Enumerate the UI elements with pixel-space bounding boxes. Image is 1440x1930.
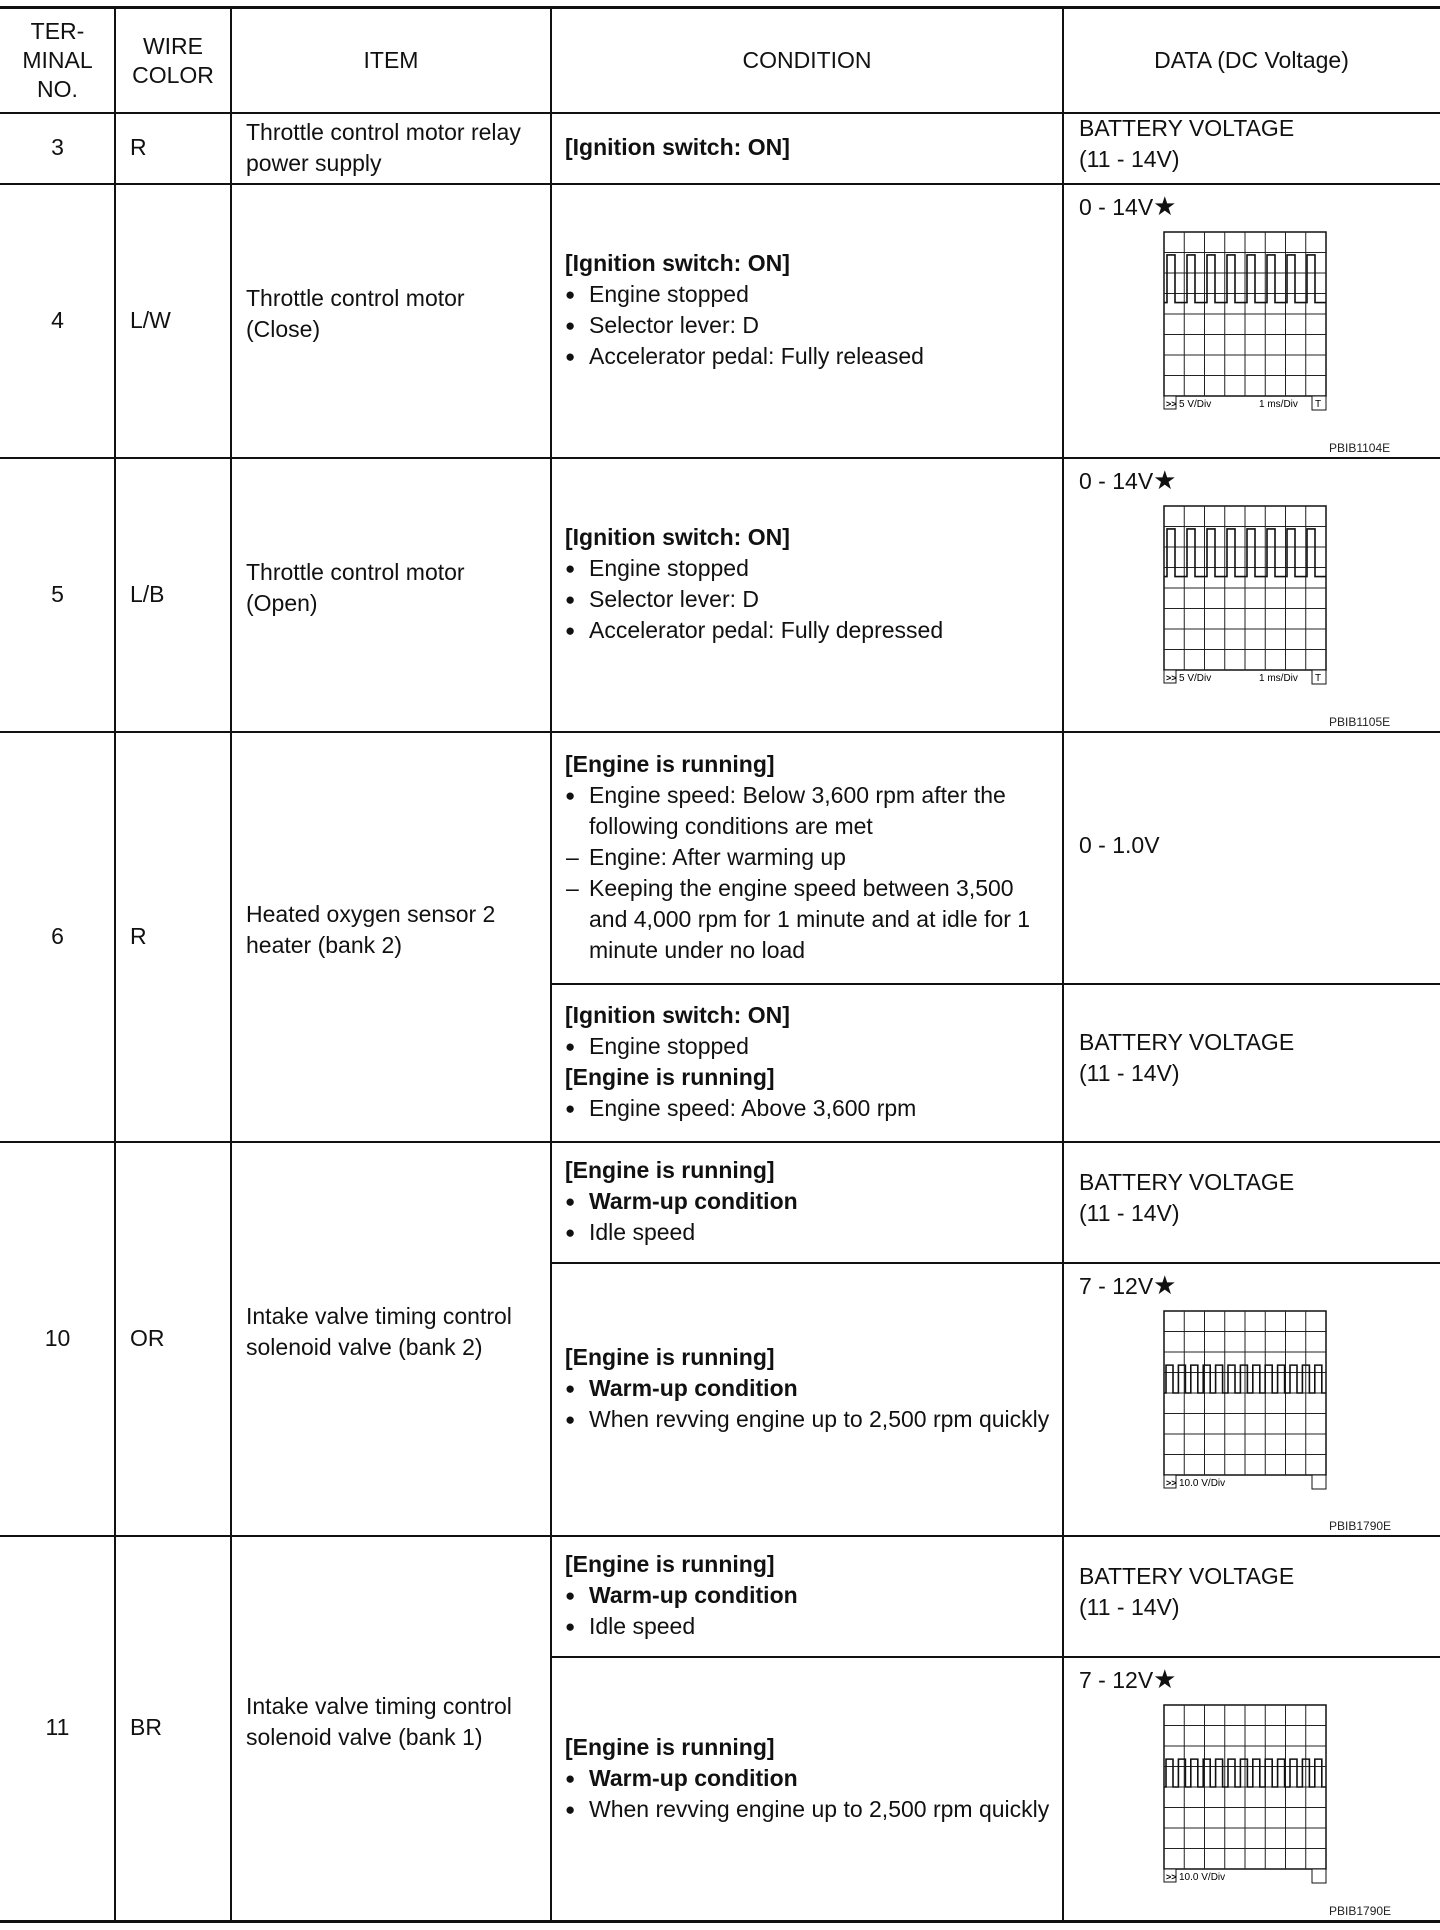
terminal-number: 11 — [45, 1714, 70, 1740]
condition-bullet: ● When revving engine up to 2,500 rpm quickly — [565, 1794, 1053, 1825]
text-line: solenoid valve (bank 1) — [246, 1723, 483, 1750]
text-line: (Open) — [246, 590, 318, 616]
wire-color: R — [130, 134, 147, 160]
data-voltage-value: 0 - 14V — [1079, 468, 1154, 494]
item-description — [231, 731, 551, 1141]
text-line: heater (bank 2) — [246, 932, 402, 958]
text-line: NO. — [37, 76, 78, 102]
data-voltage — [1079, 1664, 1176, 1696]
condition-cell — [551, 1535, 1063, 1656]
condition-bullet: ● Idle speed — [565, 1217, 1053, 1248]
scope-scale: 10.0 V/Div — [1179, 1478, 1226, 1489]
condition-heading: [Engine is running] — [565, 1733, 775, 1760]
data-cell — [1063, 183, 1440, 457]
condition-dash: – Keeping the engine speed between 3,500 and 4,000 rpm for 1 minute and at idle for 1 minute under no load — [565, 873, 1053, 966]
scope-scale: 5 V/Div — [1179, 673, 1212, 684]
scope-trigger-box — [1312, 1475, 1326, 1489]
text-line: TER- — [30, 18, 85, 44]
condition-heading: [Engine is running] — [565, 750, 775, 777]
header-condition — [551, 9, 1063, 112]
scope-trigger-box — [1312, 1869, 1326, 1883]
waveform-code: PBIB1790E — [1329, 1904, 1392, 1918]
condition-cell — [551, 1656, 1063, 1920]
terminal-number: 4 — [51, 306, 64, 333]
scope-scale: 10.0 V/Div — [1179, 1872, 1226, 1883]
condition-bullet: ● Engine stopped — [565, 279, 1053, 310]
condition-heading: [Engine is running] — [565, 1344, 775, 1370]
terminal-number: 10 — [44, 1324, 71, 1351]
wire-color: L/B — [130, 580, 165, 607]
text-line: COLOR — [132, 61, 214, 88]
condition-bullet: ● Engine stopped — [565, 1031, 1053, 1062]
text-line: (Close) — [246, 316, 321, 342]
item-description — [231, 1535, 551, 1920]
header-condition-label — [742, 46, 871, 75]
condition-heading: [Engine is running] — [565, 1064, 775, 1090]
condition-bullet: ● Engine speed: Above 3,600 rpm — [565, 1093, 1053, 1124]
terminal-number: 3 — [51, 134, 64, 160]
condition-bullet: ● Engine stopped — [565, 553, 1053, 584]
text-line: WIRE — [142, 32, 204, 59]
scope-scale: 5 V/Div — [1179, 399, 1212, 410]
condition-cell — [551, 1262, 1063, 1535]
waveform-code: PBIB1104E — [1329, 441, 1391, 455]
waveform-code: PBIB1105E — [1329, 715, 1391, 729]
header-wire-label — [132, 32, 214, 90]
scope-arrow-icon: >> — [1166, 1872, 1177, 1882]
data-cell — [1063, 1262, 1440, 1535]
header-data — [1063, 9, 1440, 112]
data-cell — [1063, 983, 1440, 1141]
data-voltage — [1079, 113, 1294, 175]
condition-cell — [551, 183, 1063, 457]
condition-bullet-bold: ● Warm-up condition — [565, 1580, 1053, 1611]
terminal-data-table — [0, 6, 1440, 1920]
wire-color: BR — [130, 1714, 162, 1740]
wire-color: L/W — [130, 306, 171, 333]
header-wire — [115, 9, 231, 112]
condition-cell — [551, 457, 1063, 731]
text-line: Throttle control motor — [246, 285, 465, 311]
condition-bullet: ● When revving engine up to 2,500 rpm quickly — [565, 1404, 1053, 1435]
text-line: Intake valve timing control — [246, 1692, 512, 1719]
condition-bullet: ● Accelerator pedal: Fully released — [565, 341, 1053, 372]
text-line: BATTERY VOLTAGE — [1079, 1029, 1295, 1055]
item-text — [246, 1691, 512, 1753]
item-text: Throttle control motor relay power supply — [246, 118, 521, 176]
condition-dash: – Engine: After warming up — [565, 842, 1053, 873]
item-description — [231, 183, 551, 457]
oscilloscope-waveform — [1162, 230, 1330, 414]
waveform-code: PBIB1790E — [1329, 1519, 1392, 1533]
data-cell — [1063, 112, 1440, 183]
data-voltage — [1079, 1270, 1176, 1302]
text-line: Intake valve timing control — [246, 1303, 512, 1329]
scope-arrow-icon: >> — [1166, 673, 1177, 683]
wire-color: R — [130, 922, 147, 949]
scope-time: 1 ms/Div — [1259, 673, 1298, 684]
text-line: solenoid valve (bank 2) — [246, 1334, 483, 1360]
text-line: BATTERY VOLTAGE — [1079, 1562, 1295, 1589]
terminal-number: 6 — [51, 922, 64, 949]
header-data-label — [1154, 46, 1349, 75]
condition-heading: [Ignition switch: ON] — [565, 1002, 790, 1028]
data-cell — [1063, 1656, 1440, 1920]
condition-bullet: ● Selector lever: D — [565, 584, 1053, 615]
terminal-number: 5 — [51, 580, 64, 607]
header-item-label — [364, 46, 419, 75]
data-voltage-value: 0 - 14V — [1079, 194, 1154, 220]
condition-bullet-bold: ● Warm-up condition — [565, 1373, 1053, 1404]
item-text — [246, 899, 495, 961]
data-cell — [1063, 457, 1440, 731]
condition-bullet-bold: ● Warm-up condition — [565, 1186, 1053, 1217]
text-line: (11 - 14V) — [1079, 1593, 1180, 1620]
condition-cell — [551, 731, 1063, 983]
text-line: ITEM — [363, 47, 419, 73]
table-rule — [0, 1920, 1440, 1923]
text-line: Heated oxygen sensor 2 — [246, 901, 496, 927]
condition-heading: [Ignition switch: ON] — [565, 134, 790, 160]
condition-bullet: ● Selector lever: D — [565, 310, 1053, 341]
oscilloscope-waveform — [1162, 1309, 1330, 1493]
condition-cell — [551, 112, 1063, 183]
item-description — [231, 1141, 551, 1535]
star-icon: ★ — [1153, 1664, 1177, 1694]
data-voltage — [1079, 1027, 1294, 1089]
oscilloscope-waveform — [1162, 504, 1330, 688]
condition-cell — [551, 1141, 1063, 1262]
scope-time: 1 ms/Div — [1259, 399, 1298, 410]
text-line: DATA (DC Voltage) — [1154, 47, 1349, 73]
data-cell — [1063, 1535, 1440, 1656]
scope-arrow-icon: >> — [1166, 399, 1177, 409]
oscilloscope-waveform — [1162, 1703, 1330, 1887]
condition-heading: [Engine is running] — [565, 1157, 775, 1183]
text-line: BATTERY VOLTAGE — [1079, 114, 1295, 141]
header-terminal — [0, 9, 115, 112]
scope-trigger: T — [1315, 399, 1322, 410]
item-description — [231, 457, 551, 731]
condition-bullet-bold: ● Warm-up condition — [565, 1763, 1053, 1794]
condition-cell — [551, 983, 1063, 1141]
header-terminal-label — [22, 17, 92, 104]
condition-bullet: ● Engine speed: Below 3,600 rpm after the following conditions are met — [565, 780, 1053, 842]
text-line: (11 - 14V) — [1079, 1199, 1180, 1226]
text-line: Throttle control motor — [246, 559, 465, 585]
header-item — [231, 9, 551, 112]
data-voltage: 0 - 1.0V — [1079, 831, 1160, 858]
scope-trigger: T — [1315, 673, 1322, 684]
wire-color: OR — [130, 1324, 165, 1351]
item-text — [246, 283, 465, 345]
data-cell — [1063, 1141, 1440, 1262]
condition-heading: [Ignition switch: ON] — [565, 250, 790, 276]
item-description — [231, 112, 551, 183]
text-line: BATTERY VOLTAGE — [1079, 1168, 1295, 1195]
condition-bullet: ● Idle speed — [565, 1611, 1053, 1642]
data-cell — [1063, 731, 1440, 983]
text-line: CONDITION — [742, 47, 872, 73]
star-icon: ★ — [1153, 191, 1177, 221]
condition-bullet: ● Accelerator pedal: Fully depressed — [565, 615, 1053, 646]
star-icon: ★ — [1153, 465, 1177, 495]
star-icon: ★ — [1153, 1270, 1177, 1300]
data-voltage — [1079, 465, 1176, 497]
text-line: (11 - 14V) — [1079, 1060, 1180, 1086]
text-line: (11 - 14V) — [1079, 145, 1180, 172]
data-voltage-value: 7 - 12V — [1079, 1667, 1154, 1693]
data-voltage — [1079, 1167, 1294, 1229]
data-voltage-value: 7 - 12V — [1079, 1273, 1154, 1299]
item-text — [246, 557, 465, 619]
text-line: MINAL — [22, 47, 93, 73]
condition-heading: [Ignition switch: ON] — [565, 524, 790, 550]
item-text — [246, 1301, 512, 1363]
data-voltage — [1079, 1561, 1294, 1623]
data-voltage — [1079, 191, 1176, 223]
condition-heading: [Engine is running] — [565, 1551, 775, 1577]
scope-arrow-icon: >> — [1166, 1478, 1177, 1488]
